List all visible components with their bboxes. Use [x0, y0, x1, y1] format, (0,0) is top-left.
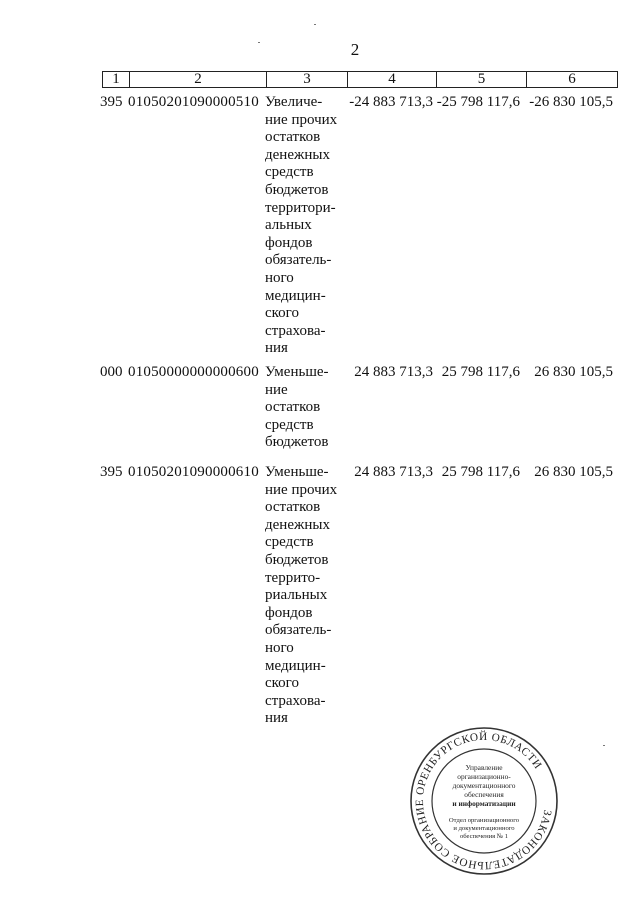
name-line: ния	[265, 340, 288, 357]
name-line: средств	[265, 534, 314, 551]
name-line: Уменьше-	[265, 364, 329, 380]
name-line: бюджетов	[265, 434, 329, 451]
name-line: альных	[265, 217, 312, 234]
page-number: 2	[350, 40, 360, 59]
seal-line: обеспечения	[464, 790, 504, 799]
name-line: ние	[265, 381, 288, 398]
seal-ring-text: ЗАКОНОДАТЕЛЬНОЕ СОБРАНИЕ ОРЕНБУРГСКОЙ ОБЛАСТИ	[413, 730, 554, 872]
name-line: фондов	[265, 234, 313, 251]
admin-code: 395	[100, 464, 123, 480]
table-header	[102, 71, 618, 88]
name-line: бюджетов	[265, 181, 329, 198]
header-col-2: 2	[130, 72, 267, 87]
name-line: обязатель-	[265, 622, 332, 639]
header-col-3: 3	[267, 72, 348, 87]
admin-code: 000	[100, 364, 123, 380]
value-year-3: 26 830 105,5	[534, 364, 613, 380]
value-year-1: -24 883 713,3	[349, 94, 433, 110]
name-line: средств	[265, 416, 314, 433]
name-line: денежных	[265, 516, 330, 533]
scan-speck	[603, 745, 605, 746]
seal-line: и документационного	[453, 825, 515, 832]
row-name	[265, 464, 347, 728]
header-col-5: 5	[437, 72, 527, 87]
name-line: остатков	[265, 129, 321, 146]
budget-code: 01050000000000600	[128, 364, 259, 380]
scan-speck	[258, 42, 260, 43]
name-line: медицин-	[265, 657, 326, 674]
name-line: ние прочих	[265, 481, 338, 498]
name-line: остатков	[265, 399, 321, 416]
seal-line: Управление	[465, 763, 503, 772]
name-line: Увеличе-	[265, 94, 323, 110]
name-line: медицин-	[265, 287, 326, 304]
name-line: бюджетов	[265, 551, 329, 568]
name-line: Уменьше-	[265, 464, 329, 480]
name-line: страхова-	[265, 692, 326, 709]
name-line: риальных	[265, 587, 328, 604]
name-line: ного	[265, 269, 294, 286]
value-year-3: -26 830 105,5	[529, 94, 613, 110]
seal-line: Отдел организационного	[448, 817, 520, 824]
header-col-4: 4	[348, 72, 437, 87]
name-line: ского	[265, 675, 299, 692]
name-line: средств	[265, 164, 314, 181]
name-line: ского	[265, 305, 299, 322]
header-col-1: 1	[103, 72, 130, 87]
name-line: остатков	[265, 499, 321, 516]
value-year-3: 26 830 105,5	[534, 464, 613, 480]
admin-code: 395	[100, 94, 123, 110]
budget-code: 01050201090000510	[128, 94, 259, 110]
row-name	[265, 94, 347, 358]
name-line: террито-	[265, 569, 321, 586]
seal-line: организационно-	[457, 772, 511, 781]
name-line: денежных	[265, 146, 330, 163]
name-line: фондов	[265, 604, 313, 621]
header-col-6: 6	[568, 71, 576, 87]
name-line: территори-	[265, 199, 336, 216]
seal-line: и информатизации	[452, 799, 516, 808]
value-year-2: 25 798 117,6	[441, 364, 520, 380]
value-year-2: 25 798 117,6	[441, 464, 520, 480]
seal-line: обеспечения № 1	[459, 833, 509, 840]
scan-speck	[314, 24, 316, 25]
name-line: ного	[265, 639, 294, 656]
name-line: страхова-	[265, 322, 326, 339]
name-line: ния	[265, 710, 288, 727]
official-seal	[408, 725, 560, 877]
name-line: обязатель-	[265, 252, 332, 269]
value-year-1: 24 883 713,3	[354, 364, 433, 380]
budget-code: 01050201090000610	[128, 464, 259, 480]
value-year-2: -25 798 117,6	[436, 94, 520, 110]
name-line: ние прочих	[265, 111, 338, 128]
value-year-1: 24 883 713,3	[354, 464, 433, 480]
seal-line: документационного	[452, 781, 516, 790]
